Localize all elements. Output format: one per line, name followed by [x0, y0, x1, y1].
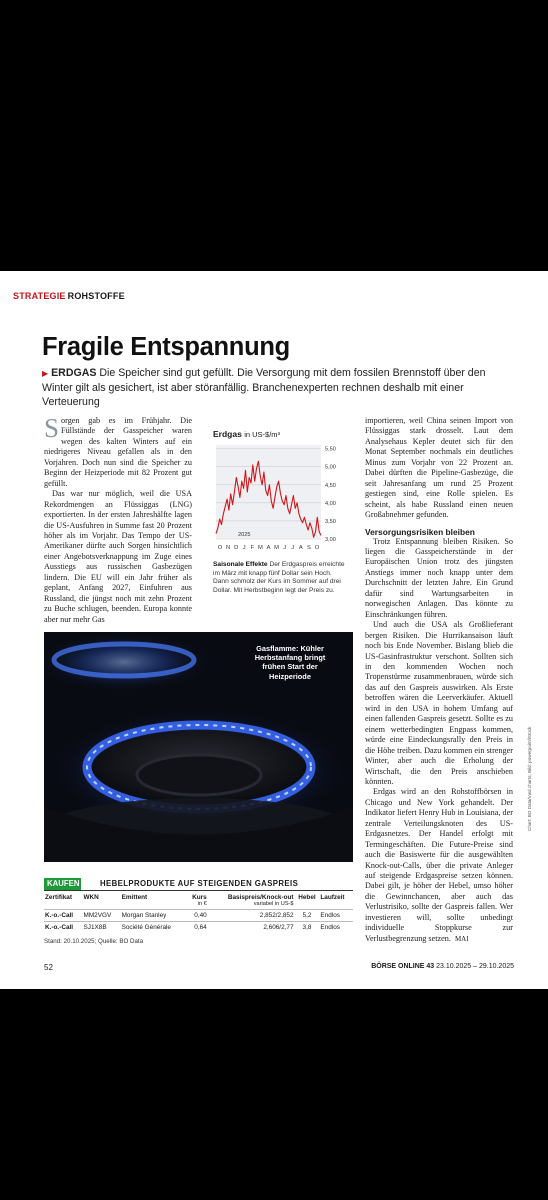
cell-zertifikat: K.-o.-Call — [44, 922, 83, 934]
dropcap: S — [44, 413, 60, 443]
col1-paragraph-1 — [44, 413, 192, 489]
y-tick-label: 3,50 — [325, 518, 336, 525]
triangle-bullet-icon: ▶ — [42, 369, 49, 378]
y-tick-label: 5,50 — [325, 446, 336, 453]
cell-kurs: 0,64 — [186, 922, 207, 934]
cell-laufzeit: Endlos — [319, 922, 353, 934]
cell-laufzeit: Endlos — [319, 910, 353, 922]
col3-paragraph-2: Trotz Entspannung bleiben Risiken. So liegen die Gasspeicherstände in der Europäischen Union trotz des jüngsten Anstiegs immer noch knapp unter dem Durchschnitt der letzten Jahre. Ein Grund dafür sind Wartungsarbeiten in norwegischen Anlagen. Das könnte zu Einschränkungen führen. — [365, 536, 513, 619]
subheading: Versorgungsrisiken bleiben — [365, 526, 475, 537]
cell-hebel: 3,8 — [295, 922, 320, 934]
column-left — [44, 413, 192, 625]
section-label-strategie: STRATEGIE — [13, 291, 66, 301]
y-tick-label: 4,50 — [325, 482, 336, 489]
cell-emittent: Société Générale — [121, 922, 187, 934]
x-tick-label: S — [306, 545, 311, 551]
buy-box-header — [44, 878, 353, 891]
table-source: Stand: 20.10.2025; Quelle: BO Data — [44, 938, 144, 945]
x-tick-label: N — [225, 545, 231, 551]
cell-wkn: MM2VGV — [83, 910, 121, 922]
lead-text: Die Speicher sind gut gefüllt. Die Versorgung mit dem fossilen Brennstoff über den Winter gilt als gesichert, ist aber störanfällig. Branchenexperten rechnen deshalb mit einer Verteuerung — [42, 367, 486, 408]
x-tick-label: M — [274, 545, 280, 551]
th-basis-sub: variabel in US-$ — [253, 901, 294, 907]
chart-title-text: Erdgas — [213, 429, 242, 439]
year-label: 2025 — [238, 532, 251, 538]
footer-magazine: BÖRSE ONLINE 43 — [371, 963, 435, 970]
x-tick-label: J — [242, 545, 246, 551]
product-table — [44, 892, 353, 933]
image-credit: Chart: BO Data/Vwd charts; Bild: powerpoint/iStock — [527, 726, 532, 831]
y-tick-label: 5,00 — [325, 464, 336, 471]
col1-paragraph-2: Das war nur möglich, weil die USA Rekordmengen an Flüssiggas (LNG) exportierten. In der ersten Jahreshälfte lagen die US-Ausfuhren in Summe fast 20 Prozent höher als im Vorjahr. Das Tempo der US-Amerikaner dürfte auch Sorgen hinsichtlich einer Angebotsverknappung im Zuge eines Ausstiegs aus russischen Gasbezügen lindern. Die EU will ein Jahr früher als geplant, Anfang 2027, Einfuhren aus Russland, die jüngst noch mit zehn Prozent zu Buche schlugen, beenden. Europa konnte aber nur mehr Gas — [44, 489, 192, 624]
th-emittent: Emittent — [121, 894, 148, 901]
th-basis-label: Basispreis/Knock-out — [227, 894, 294, 901]
headline: Fragile Entspannung — [42, 333, 290, 361]
th-kurs-label: Kurs — [192, 894, 207, 901]
cell-zertifikat: K.-o.-Call — [44, 910, 83, 922]
x-tick-label: J — [291, 545, 295, 551]
col3-paragraph-4-text: Erdgas wird an den Rohstoffbörsen in Chicago und New York gehandelt. Der Indikator liefert Henry Hub in Louisiana, der zentrale Verteilungsknoten des US-Erdgasnetzes. Der Handel erfolgt mit Termingeschäften. Die Future-Preise sind auch die Basiswerte für die ausgewählten Knock-out-Calls, über die private Anleger auf steigende Erdgaspreise setzen können. Dabei gilt, je höher der Hebel, umso höher die Gewinnchancen, aber auch das Verlustrisiko, sollte der Gaspreis fallen. Wer investieren will, sollte unbedingt individuelle Stoppkurse zur Verlustbegrenzung setzen. — [365, 787, 513, 943]
gas-flame-photo — [44, 632, 353, 862]
page-number: 52 — [44, 963, 53, 972]
cell-wkn: SJ1X8B — [83, 922, 121, 934]
chart-svg — [213, 439, 348, 559]
magazine-page — [0, 271, 548, 989]
author-signature: MAI — [454, 934, 469, 943]
cell-emittent: Morgan Stanley — [121, 910, 187, 922]
kaufen-tag: KAUFEN — [44, 878, 81, 890]
th-kurs-sub: in € — [197, 901, 207, 907]
x-tick-label: F — [250, 545, 255, 551]
column-right — [365, 416, 513, 944]
col3-paragraph-3: Und auch die USA als Großlieferant bergen Risiken. Die Hurrikansaison läuft noch bis Ende November. Bislang blieb die US-Gasinfrastruktur verschont. Sollten sich in den kommenden Wochen noch Tropenstürme zusammenbrauen, würde sich das auf den Gaspreis auswirken. Als Erste betroffen wären die Leerverkäufer. Aktuell wird in den USA in hohem Umfang auf einen fallenden Gaspreis gesetzt. Sollte es zu einem wetterbedingten Engpass kommen, würde eine Eindeckungsrally den Preis in die Höhe treiben. Dazu kommen ein strenger Winter, aber auch die Erholung der Wirtschaft, die den Preis anschieben könnten. — [365, 620, 513, 786]
th-laufzeit: Laufzeit — [320, 894, 345, 901]
th-basis — [208, 892, 295, 910]
buy-box-title: HEBELPRODUKTE AUF STEIGENDEN GASPREIS — [100, 879, 299, 888]
table-row — [44, 910, 353, 922]
x-tick-label: D — [234, 545, 239, 551]
x-tick-label: M — [257, 545, 263, 551]
th-hebel: Hebel — [298, 894, 316, 901]
lead-keyword: ERDGAS — [51, 367, 97, 379]
table-row — [44, 922, 353, 934]
cell-kurs: 0,40 — [186, 910, 207, 922]
x-tick-label: A — [298, 545, 303, 551]
footer-issue — [371, 963, 514, 970]
col3-paragraph-1: importieren, weil China seinen Import von Flüssiggas stark drosselt. Laut dem Analysehaus Kepler deutet sich für den Monat September nochmals ein deutliches Minus zum Vorjahr von 22 Prozent an. Dabei dürften die Pipeline-Gasbezüge, die seit Jahresanfang um rund 25 Prozent gestiegen sind, eine Rolle spielen. Es scheint, als habe Russland einen neuen Großabnehmer gefunden. — [365, 416, 513, 520]
erdgas-chart — [213, 429, 348, 564]
x-tick-label: O — [314, 545, 320, 551]
y-tick-label: 4,00 — [325, 500, 336, 507]
th-zertifikat: Zertifikat — [45, 894, 72, 901]
lead-paragraph — [42, 366, 512, 409]
x-tick-label: A — [266, 545, 271, 551]
cell-hebel: 5,2 — [295, 910, 320, 922]
th-kurs — [186, 892, 207, 910]
table-header-row — [44, 892, 353, 910]
footer-dates: 23.10.2025 – 29.10.2025 — [434, 963, 514, 970]
chart-caption-text: Der Erdgaspreis erreichte im März mit knapp fünf Dollar sein Hoch. Dann schmolz der Kurs im Sommer auf drei Dollar. Mit Herbstbeginn legt der Preis zu. — [213, 561, 345, 594]
cell-basis: 2,606/2,77 — [208, 922, 295, 934]
cell-basis: 2,852/2,852 — [208, 910, 295, 922]
chart-unit: in US-$/m³ — [244, 430, 281, 439]
chart-title — [213, 429, 348, 439]
section-label-rohstoffe: ROHSTOFFE — [67, 291, 125, 301]
section-label — [13, 291, 125, 301]
x-tick-label: J — [283, 545, 287, 551]
th-wkn: WKN — [83, 894, 99, 901]
x-tick-label: O — [217, 545, 223, 551]
chart-caption — [213, 561, 348, 595]
col3-paragraph-4 — [365, 787, 513, 944]
y-tick-label: 3,00 — [325, 537, 336, 543]
photo-caption: Gasflamme: Kühler Herbstanfang bringt frühen Start der Heizperiode — [254, 644, 326, 681]
col1-paragraph-1-text: orgen gab es im Frühjahr. Die Füllstände der Gasspeicher waren wegen des kalten Winters auf ein niedrigeres Niveau gefallen als in den Vorjahren. Doch nun sind die Speicher zu Beginn der Heizperiode mit 82 Prozent gut gefüllt. — [44, 416, 192, 488]
chart-caption-bold: Saisonale Effekte — [213, 561, 268, 568]
